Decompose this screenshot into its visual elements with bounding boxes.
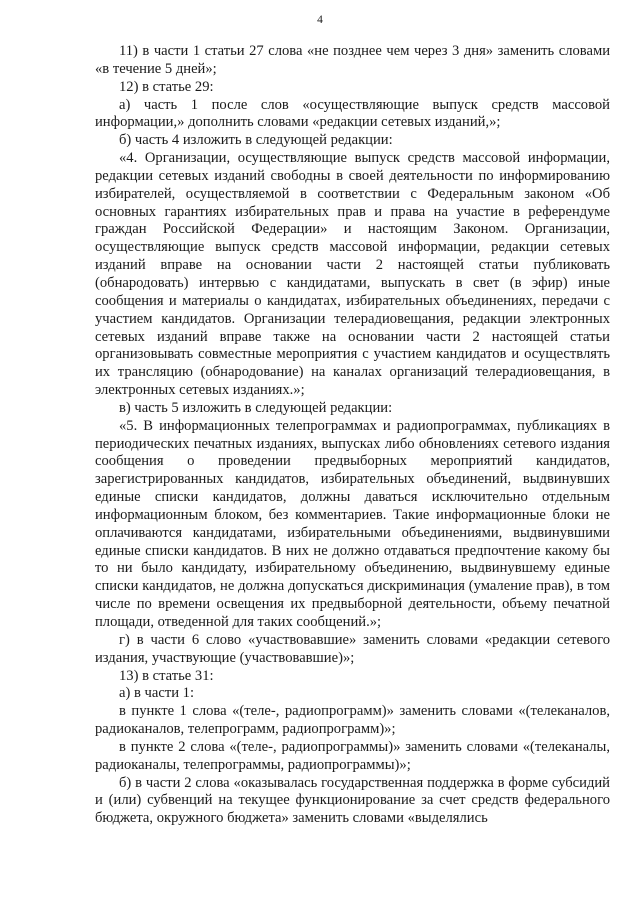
- page-number: 4: [317, 14, 323, 26]
- paragraph-item-13a: а) в части 1:: [119, 685, 195, 702]
- document-body: [95, 43, 610, 828]
- paragraph-point-2: в пункте 2 слова «(теле-, радиопрограммы)» заменить словами «(телеканалы, радиоканалы, телепрограммы, радиопрограммы)»;: [95, 738, 610, 773]
- paragraph-item-12a: а) часть 1 после слов «осуществляющие выпуск средств массовой информации,» дополнить словами «редакции сетевых изданий,»;: [95, 96, 610, 131]
- paragraph-item-12: 12) в статье 29:: [119, 78, 214, 95]
- paragraph-item-13b: б) в части 2 слова «оказывалась государственная поддержка в форме субсидий и (или) субвенций на текущее функционирование за счет средств федерального бюджета, окружного бюджета» заменить словами «выделялись: [95, 774, 610, 827]
- paragraph-item-13: 13) в статье 31:: [119, 667, 214, 684]
- paragraph-item-11: 11) в части 1 статьи 27 слова «не позднее чем через 3 дня» заменить словами «в течение 5 дней»;: [95, 43, 610, 77]
- paragraph-item-12g: г) в части 6 слово «участвовавшие» заменить словами «редакции сетевого издания, участвующие (участвовавшие)»;: [95, 631, 610, 666]
- paragraph-item-12b: б) часть 4 изложить в следующей редакции:: [119, 132, 393, 149]
- paragraph-point-1: в пункте 1 слова «(теле-, радиопрограмм)» заменить словами «(телеканалов, радиоканалов, телепрограмм, радиопрограмм)»;: [95, 703, 610, 738]
- paragraph-item-12v: в) часть 5 изложить в следующей редакции:: [119, 399, 393, 416]
- paragraph-part-5-text: «5. В информационных телепрограммах и радиопрограммах, публикациях в периодических печатных изданиях, выпусках либо обновлениях сетевого издания сообщения о проведении предвыборных мероприятий кандидатов, зарегистрированных кандидатов, избирательных объединений, выдвинувших единые списки кандидатов, должны даваться исключительно отдельным информационным блоком, без комментариев. Такие информационные блоки не оплачиваются кандидатами, избирательными объединениями, выдвинувшими единые списки кандидатов. В них не должно отдаваться предпочтение какому бы то ни было кандидату, избирательному объединению, выдвинувшему единые списки кандидатов, не должна допускаться дискриминация (умаление прав), в том числе по времени освещения их предвыборной деятельности, объему печатной площади, отведенной для таких сообщений.»;: [95, 417, 610, 630]
- paragraph-part-4-text: «4. Организации, осуществляющие выпуск средств массовой информации, редакции сетевых изданий свободны в своей деятельности по информированию избирателей, осуществляемой в соответствии с Федеральным законом «Об основных гарантиях избирательных прав и права на участие в референдуме граждан Российской Федерации» и настоящим Законом. Организации, осуществляющие выпуск средств массовой информации, редакции сетевых изданий вправе на основании части 2 настоящей статьи публиковать (обнародовать) интервью с кандидатами, выпускать в свет (в эфир) иные сообщения и материалы о кандидатах, избирательных объединениях, передачи с участием кандидатов. Организации телерадиовещания, редакции электронных сетевых изданий вправе также на основании части 2 настоящей статьи организовывать совместные мероприятия с участием кандидатов и осуществлять их трансляцию (обнародование) на каналах организаций телерадиовещания, в электронных сетевых изданиях.»;: [95, 150, 610, 399]
